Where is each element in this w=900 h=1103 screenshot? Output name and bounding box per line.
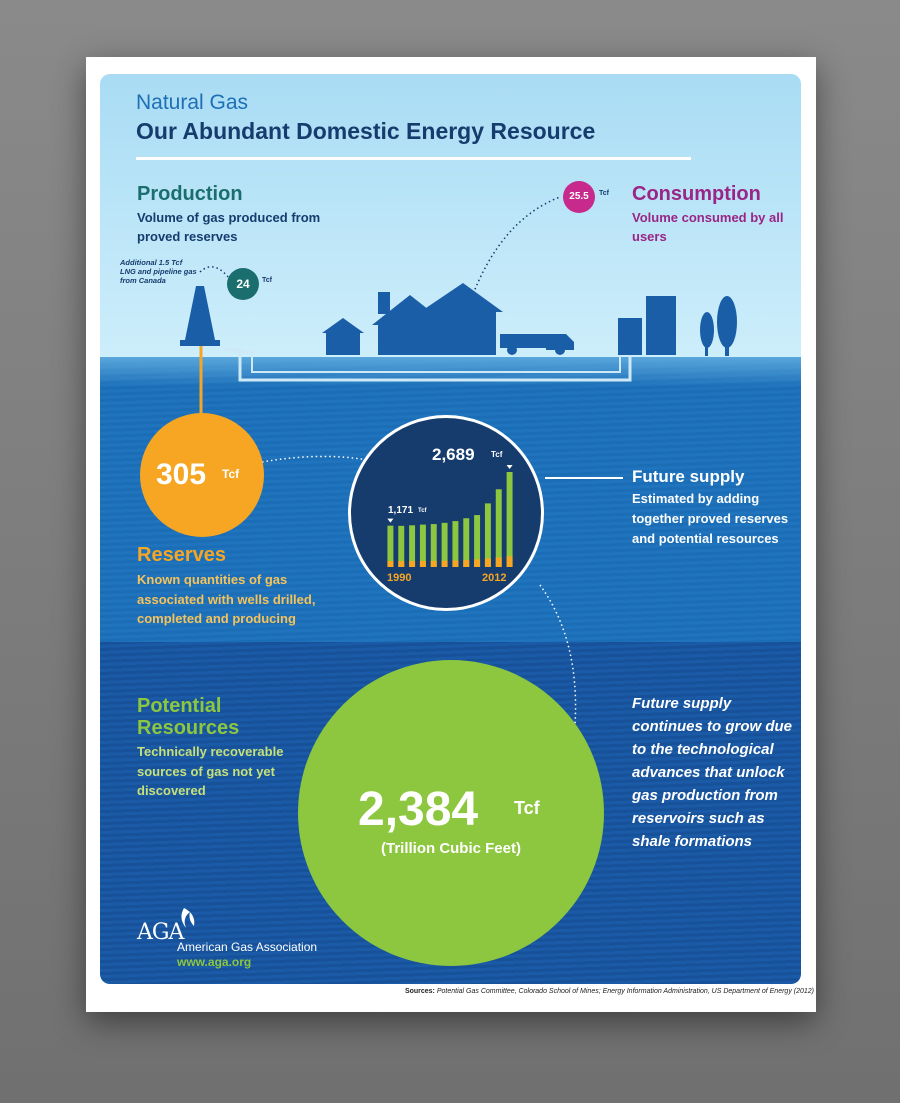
truck-icon: [500, 334, 574, 355]
gas-well-icon: [180, 286, 220, 346]
future-supply-bar: [431, 524, 437, 567]
potential-unit-long: (Trillion Cubic Feet): [380, 840, 521, 857]
future-supply-bar: [409, 525, 415, 567]
lng-note: Additional 1.5 Tcf LNG and pipeline gas from Canada: [120, 258, 197, 285]
reserves-bar-segment: [409, 561, 415, 567]
chart-end-year: 2012: [482, 572, 507, 584]
reserves-connector: [262, 456, 368, 462]
future-supply-description: Estimated by adding together proved reserves and potential resources: [632, 491, 789, 546]
production-heading: Production: [137, 183, 243, 205]
reserves-bar-segment: [387, 561, 393, 567]
chart-marker: [387, 519, 393, 523]
reserves-value: 305: [156, 458, 207, 491]
production-description: Volume of gas produced from proved reserves: [137, 210, 321, 244]
reserves-description: Known quantities of gas associated with wells drilled, completed and producing: [137, 572, 316, 626]
office-buildings-icon: [618, 296, 676, 355]
chart-start-year: 1990: [387, 572, 412, 584]
reserves-bar-segment: [507, 556, 513, 567]
future-supply-bar: [485, 503, 491, 567]
consumption-description: Volume consumed by all users: [632, 210, 784, 244]
house-small-icon: [322, 318, 364, 355]
reserves-bar-segment: [442, 561, 448, 567]
future-supply-bar: [442, 523, 448, 567]
reserves-bar-segment: [496, 557, 502, 567]
chart-marker: [507, 465, 513, 469]
future-growth-note: Future supply continues to grow due to the technological advances that unlock gas production from reservoirs such as shale formations: [632, 695, 792, 850]
future-start-unit: Tcf: [418, 508, 427, 514]
reserves-bar-segment: [463, 560, 469, 567]
future-end-value: 2,689: [432, 445, 475, 464]
reserves-bar-segment: [420, 561, 426, 567]
future-end-unit: Tcf: [491, 450, 503, 459]
page-subtitle: Natural Gas: [136, 91, 249, 114]
future-start-value: 1,171: [388, 505, 414, 516]
reserves-bar-segment: [452, 560, 458, 567]
potential-unit: Tcf: [514, 798, 540, 818]
production-unit: Tcf: [262, 277, 272, 284]
future-supply-bar: [474, 515, 480, 567]
organization-name: American Gas Association: [177, 940, 318, 954]
consumption-unit: Tcf: [599, 190, 609, 197]
reserves-unit: Tcf: [222, 467, 240, 481]
consumption-badge: 25.5: [563, 181, 595, 213]
reserves-bar-segment: [485, 559, 491, 567]
consumption-connector: [470, 197, 560, 302]
potential-value: 2,384: [358, 783, 479, 836]
future-supply-bar: [387, 526, 393, 567]
potential-description: Technically recoverable sources of gas not yet discovered: [137, 744, 284, 798]
page-title: Our Abundant Domestic Energy Resource: [136, 118, 596, 144]
reserves-bar-segment: [474, 559, 480, 567]
production-badge: 24: [227, 268, 259, 300]
future-supply-bar: [463, 518, 469, 567]
trees-icon: [700, 296, 737, 356]
future-supply-bar: [452, 521, 458, 567]
organization-url[interactable]: www.aga.org: [177, 955, 252, 969]
future-supply-chart: [385, 465, 515, 570]
potential-heading: Potential Resources: [137, 695, 240, 739]
future-supply-bar: [398, 526, 404, 567]
future-supply-heading: Future supply: [632, 467, 745, 486]
future-supply-bar: [420, 525, 426, 567]
future-supply-bar: [507, 472, 513, 567]
future-supply-bar: [496, 489, 502, 567]
aga-logo: AGA: [137, 920, 184, 945]
reserves-bar-segment: [431, 561, 437, 567]
consumption-heading: Consumption: [632, 183, 761, 205]
title-divider: [136, 157, 691, 160]
reserves-bar-segment: [398, 561, 404, 567]
reserves-heading: Reserves: [137, 544, 226, 566]
sources-line: [250, 988, 814, 995]
sources-label: Sources:: [404, 988, 435, 995]
future-supply-pointer: [545, 477, 623, 479]
sources-text: Potential Gas Committee, Colorado School of Mines; Energy Information Administration, US Department of Energy (2012): [436, 988, 814, 995]
